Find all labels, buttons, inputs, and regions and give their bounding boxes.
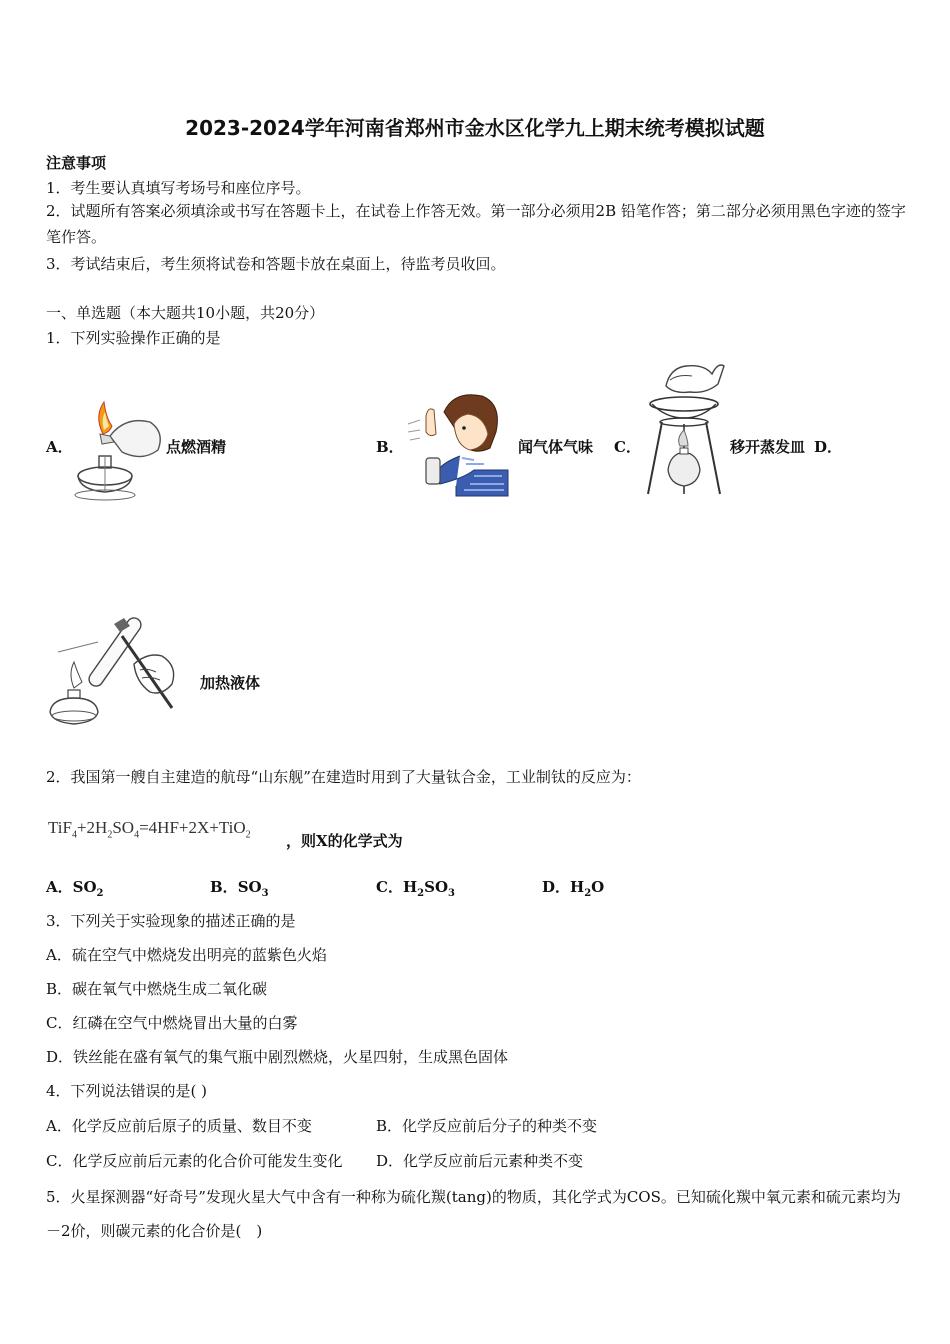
q2-option-d: D．$H_2O$ (542, 878, 605, 899)
evaporating-dish-icon (640, 358, 726, 500)
q3-option-a: A．硫在空气中燃烧发出明亮的蓝紫色火焰 (46, 946, 327, 964)
notice-item: 3．考试结束后，考生须将试卷和答题卡放在桌面上，待监考员收回。 (46, 255, 506, 273)
question-3-stem: 3．下列关于实验现象的描述正确的是 (46, 912, 296, 930)
notice-item: 2．试题所有答案必须填涂或书写在答题卡上，在试卷上作答无效。第一部分必须用2B 铅笔作答；第二部分必须用黑色字迹的签字笔作答。 (46, 202, 906, 246)
alcohol-lamp-icon (70, 398, 170, 502)
option-d-caption: 加热液体 (200, 674, 261, 692)
option-b-caption: 闻气体气味 (518, 438, 594, 456)
q2-option-b: B．$SO_3$ (210, 878, 269, 899)
q4-option-d: D．化学反应前后元素种类不变 (376, 1152, 584, 1170)
option-c-letter: C． (614, 438, 641, 456)
notice-item: 1．考生要认真填写考场号和座位序号。 (46, 179, 311, 197)
smelling-gas-icon (404, 388, 512, 498)
q2-option-a: A．$SO_2$ (46, 878, 104, 899)
q2-option-c: C．$H_2SO_3$ (376, 878, 455, 899)
page-title: 2023-2024学年河南省郑州市金水区化学九上期末统考模拟试题 (185, 116, 765, 140)
section-heading: 一、单选题（本大题共10小题，共20分） (46, 304, 325, 322)
option-d-letter: D． (814, 438, 843, 456)
q3-option-d: D．铁丝能在盛有氧气的集气瓶中剧烈燃烧，火星四射，生成黑色固体 (46, 1048, 509, 1066)
heating-liquid-icon (44, 612, 186, 730)
option-a-letter: A． (46, 438, 73, 456)
option-c-caption: 移开蒸发皿 (730, 438, 806, 456)
reaction-equation: $TiF_4+2H_2SO_4=4HF+2X+TiO_2$ (48, 818, 251, 841)
question-5-stem: 5．火星探测器“好奇号”发现火星大气中含有一种称为硫化羰(tang)的物质，其化学式为COS。已知硫化羰中氧元素和硫元素均为－2价，则碳元素的化合价是( ) (46, 1188, 901, 1240)
notice-heading: 注意事项 (46, 154, 107, 172)
q4-option-a: A．化学反应前后原子的质量、数目不变 (46, 1117, 312, 1135)
question-2-suffix: ，则X的化学式为 (286, 832, 403, 850)
option-a-caption: 点燃酒精 (166, 438, 227, 456)
q4-option-b: B．化学反应前后分子的种类不变 (376, 1117, 598, 1135)
option-b-letter: B． (376, 438, 404, 456)
question-1-stem: 1．下列实验操作正确的是 (46, 329, 221, 347)
q3-option-b: B．碳在氧气中燃烧生成二氧化碳 (46, 980, 268, 998)
q3-option-c: C．红磷在空气中燃烧冒出大量的白雾 (46, 1014, 298, 1032)
q4-option-c: C．化学反应前后元素的化合价可能发生变化 (46, 1152, 343, 1170)
question-2-stem: 2．我国第一艘自主建造的航母“山东舰”在建造时用到了大量钛合金，工业制钛的反应为： (46, 768, 641, 786)
question-4-stem: 4．下列说法错误的是( ) (46, 1082, 208, 1100)
